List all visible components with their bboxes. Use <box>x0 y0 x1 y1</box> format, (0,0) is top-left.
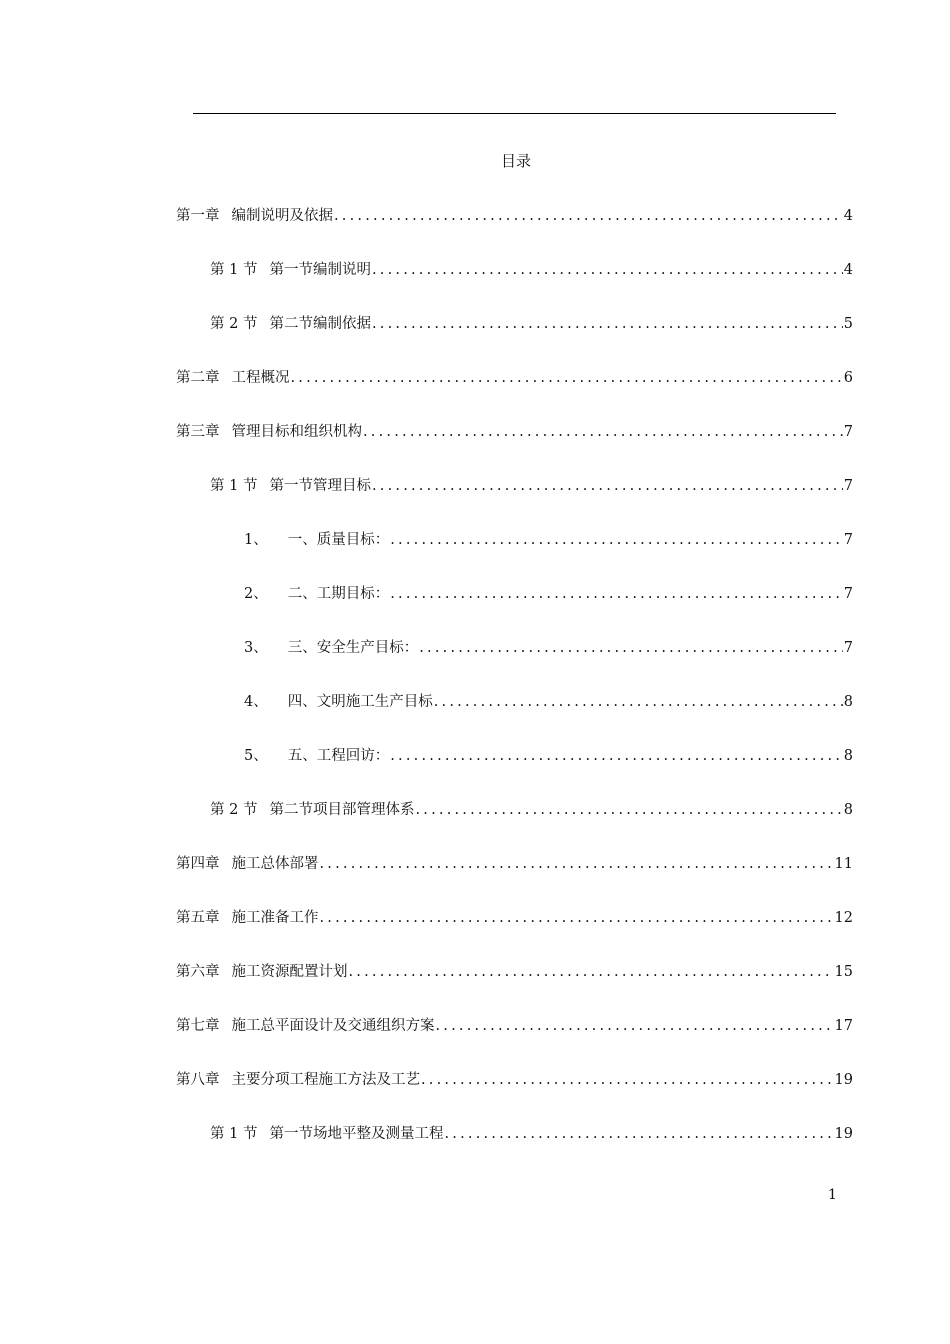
toc-entry-number: 第 1 节 <box>210 1126 258 1142</box>
toc-entry[interactable] <box>210 474 853 496</box>
toc-entry[interactable] <box>176 420 853 442</box>
toc-entry-number: 第 1 节 <box>210 478 258 494</box>
dot-leader <box>390 532 843 548</box>
toc-entry-page: 7 <box>843 424 853 440</box>
toc-entry-title: 四、文明施工生产目标 <box>287 694 433 710</box>
toc-entry-page: 17 <box>834 1018 853 1034</box>
toc-entry[interactable] <box>244 690 853 712</box>
toc-entry-title: 施工总平面设计及交通组织方案 <box>231 1018 435 1034</box>
dot-leader <box>419 640 843 656</box>
toc-entry[interactable] <box>244 636 853 658</box>
toc-entry-number: 5、 <box>244 748 268 764</box>
dot-leader <box>444 1126 833 1142</box>
toc-entry-number: 2、 <box>244 586 268 602</box>
toc-entry-page: 12 <box>834 910 853 926</box>
toc-entry-number: 第一章 <box>176 208 220 224</box>
toc-entry-title: 施工资源配置计划 <box>231 964 348 980</box>
page-number: 1 <box>828 1187 837 1203</box>
toc-entry-page: 7 <box>843 478 853 494</box>
toc-entry[interactable] <box>210 258 853 280</box>
toc-entry-page: 15 <box>834 964 853 980</box>
toc-entry[interactable] <box>176 366 853 388</box>
dot-leader <box>372 262 843 278</box>
dot-leader <box>421 1072 834 1088</box>
dot-leader <box>291 370 843 386</box>
toc-entry-title: 施工总体部署 <box>231 856 319 872</box>
header-rule <box>193 113 836 114</box>
toc-entry-page: 4 <box>843 262 853 278</box>
toc-title: 目录 <box>500 152 531 170</box>
toc-entry[interactable] <box>210 1122 853 1144</box>
dot-leader <box>320 910 834 926</box>
dot-leader <box>390 748 843 764</box>
toc-entry-title: 第一节管理目标 <box>269 478 371 494</box>
toc-entry-number: 第六章 <box>176 964 220 980</box>
toc-entry-number: 第七章 <box>176 1018 220 1034</box>
dot-leader <box>320 856 834 872</box>
toc-entry-page: 7 <box>843 532 853 548</box>
toc-entry-number: 3、 <box>244 640 268 656</box>
toc-entry-title: 编制说明及依据 <box>231 208 333 224</box>
dot-leader <box>334 208 843 224</box>
toc-entry[interactable] <box>210 312 853 334</box>
toc-entry-page: 4 <box>843 208 853 224</box>
toc-entry[interactable] <box>244 744 853 766</box>
toc-entry[interactable] <box>176 1014 853 1036</box>
toc-entry[interactable] <box>244 528 853 550</box>
toc-entry-title: 一、质量目标： <box>287 532 390 548</box>
toc-entry-title: 施工准备工作 <box>231 910 319 926</box>
dot-leader <box>434 694 843 710</box>
toc-entry-number: 第二章 <box>176 370 220 386</box>
toc-entry-number: 第三章 <box>176 424 220 440</box>
toc-entry-title: 三、安全生产目标： <box>287 640 419 656</box>
toc-entry-page: 8 <box>843 802 853 818</box>
toc-entry-page: 7 <box>843 586 853 602</box>
toc-entry[interactable] <box>176 204 853 226</box>
toc-entry[interactable] <box>176 852 853 874</box>
toc-entry-number: 第 2 节 <box>210 802 258 818</box>
dot-leader <box>372 316 843 332</box>
toc-entry-title: 主要分项工程施工方法及工艺 <box>231 1072 420 1088</box>
toc-entry-title: 第二节编制依据 <box>269 316 371 332</box>
toc-entry-title: 工程概况 <box>231 370 290 386</box>
toc-entry[interactable] <box>210 798 853 820</box>
toc-entry-title: 第一节场地平整及测量工程 <box>269 1126 444 1142</box>
toc-entry-number: 第四章 <box>176 856 220 872</box>
toc-entry-page: 6 <box>843 370 853 386</box>
toc-entry-title: 二、工期目标： <box>287 586 390 602</box>
toc-entry-title: 第一节编制说明 <box>269 262 371 278</box>
toc-entry-page: 19 <box>834 1072 853 1088</box>
toc-entry-number: 4、 <box>244 694 268 710</box>
toc-entry-number: 第 1 节 <box>210 262 258 278</box>
toc-entry-page: 7 <box>843 640 853 656</box>
dot-leader <box>349 964 834 980</box>
toc-entry-number: 第八章 <box>176 1072 220 1088</box>
toc-entry-number: 第五章 <box>176 910 220 926</box>
dot-leader <box>415 802 842 818</box>
toc-entry[interactable] <box>176 906 853 928</box>
toc-entry-number: 1、 <box>244 532 268 548</box>
toc-entry-page: 11 <box>834 856 853 872</box>
toc-entry-page: 19 <box>834 1126 853 1142</box>
toc-entry[interactable] <box>176 960 853 982</box>
toc-entry-page: 8 <box>843 748 853 764</box>
toc-entry-title: 第二节项目部管理体系 <box>269 802 415 818</box>
dot-leader <box>390 586 843 602</box>
dot-leader <box>372 478 843 494</box>
toc-entry[interactable] <box>176 1068 853 1090</box>
toc-entry-page: 8 <box>843 694 853 710</box>
toc-entry-number: 第 2 节 <box>210 316 258 332</box>
toc-entry-title: 五、工程回访： <box>287 748 390 764</box>
toc-entry[interactable] <box>244 582 853 604</box>
dot-leader <box>363 424 843 440</box>
dot-leader <box>436 1018 834 1034</box>
toc-entry-title: 管理目标和组织机构 <box>231 424 362 440</box>
toc-entry-page: 5 <box>843 316 853 332</box>
